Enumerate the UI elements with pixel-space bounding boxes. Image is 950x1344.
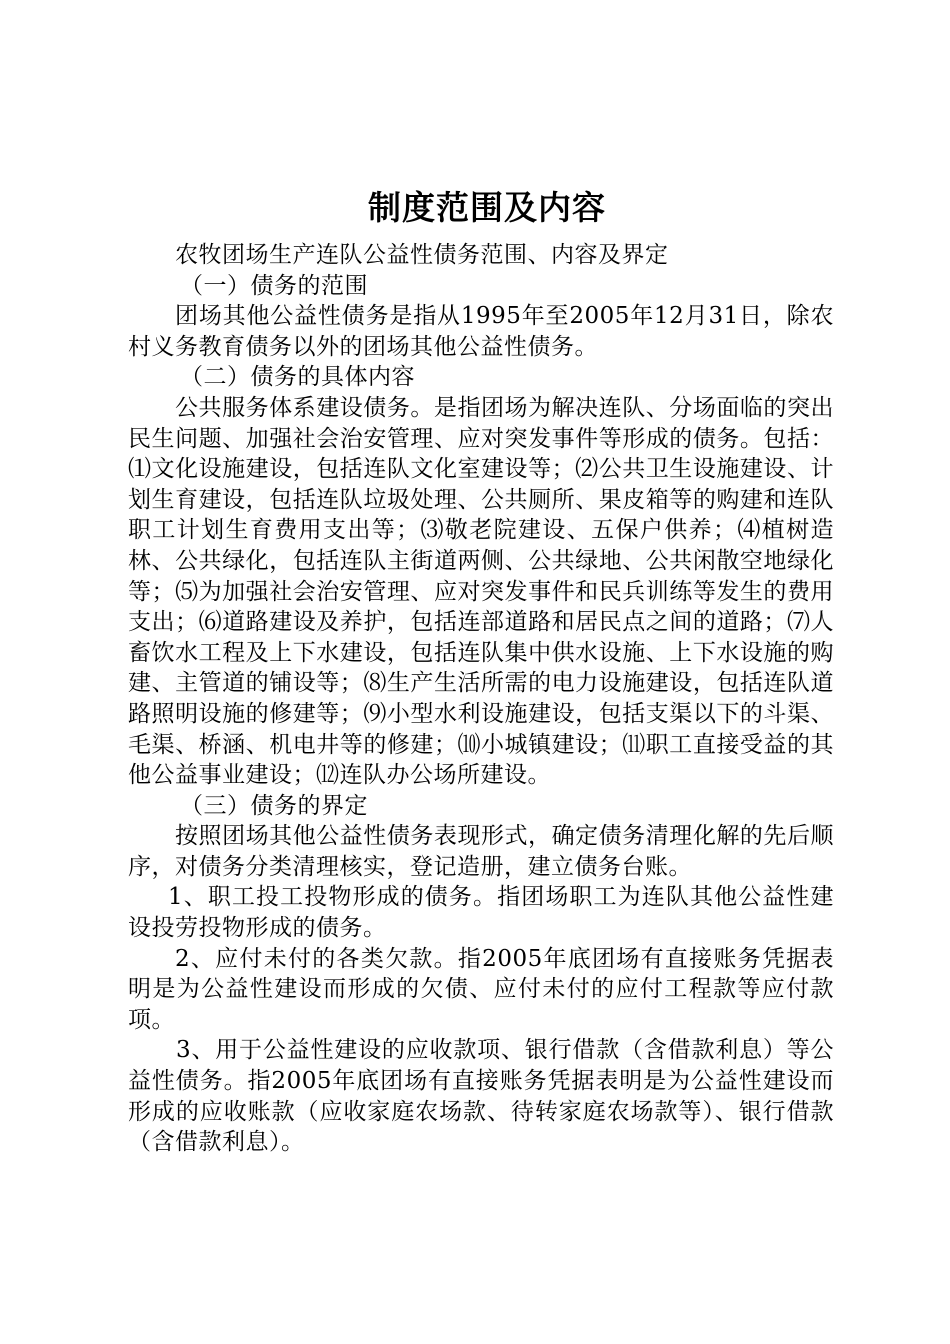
list-item-2: 2、应付未付的各类欠款。指2005年底团场有直接账务凭据表明是为公益性建设而形成的欠债、应付未付的应付工程款等应付款项。 — [128, 945, 834, 1033]
list-item-1: 1、职工投工投物形成的债务。指团场职工为连队其他公益性建设投劳投物形成的债务。 — [128, 884, 834, 942]
document-title: 制度范围及内容 — [368, 188, 606, 227]
section3-paragraph: 按照团场其他公益性债务表现形式，确定债务清理化解的先后顺序，对债务分类清理核实，登记造册，建立债务台账。 — [128, 823, 834, 880]
list-item-3: 3、用于公益性建设的应收款项、银行借款（含借款利息）等公益性债务。指2005年底团场有直接账务凭据表明是为公益性建设而形成的应收账款（应收家庭农场款、待转家庭农场款等）、银行借款（含借款利息）。 — [128, 1037, 834, 1156]
section2-heading: （二）债务的具体内容 — [180, 364, 415, 391]
section2-paragraph: 公共服务体系建设债务。是指团场为解决连队、分场面临的突出民生问题、加强社会治安管理、应对突发事件等形成的债务。包括：⑴文化设施建设，包括连队文化室建设等；⑵公共卫生设施建设、计划生育建设，包括连队垃圾处理、公共厕所、果皮箱等的购建和连队职工计划生育费用支出等；⑶敬老院建设、五保户供养；⑷植树造林、公共绿化，包括连队主街道两侧、公共绿地、公共闲散空地绿化等；⑸为加强社会治安管理、应对突发事件和民兵训练等发生的费用支出；⑹道路建设及养护，包括连部道路和居民点之间的道路；⑺人畜饮水工程及上下水建设，包括连队集中供水设施、上下水设施的购建、主管道的铺设等；⑻生产生活所需的电力设施建设，包括连队道路照明设施的修建等；⑼小型水利设施建设，包括支渠以下的斗渠、毛渠、桥涵、机电井等的修建；⑽小城镇建设；⑾职工直接受益的其他公益事业建设；⑿连队办公场所建设。 — [128, 394, 834, 789]
section1-paragraph: 团场其他公益性债务是指从1995年至2005年12月31日，除农村义务教育债务以外的团场其他公益性债务。 — [128, 303, 834, 360]
section1-heading: （一）债务的范围 — [180, 272, 368, 299]
document-subtitle: 农牧团场生产连队公益性债务范围、内容及界定 — [175, 242, 669, 268]
document-page — [128, 186, 834, 1158]
section3-heading: （三）债务的界定 — [180, 792, 368, 819]
